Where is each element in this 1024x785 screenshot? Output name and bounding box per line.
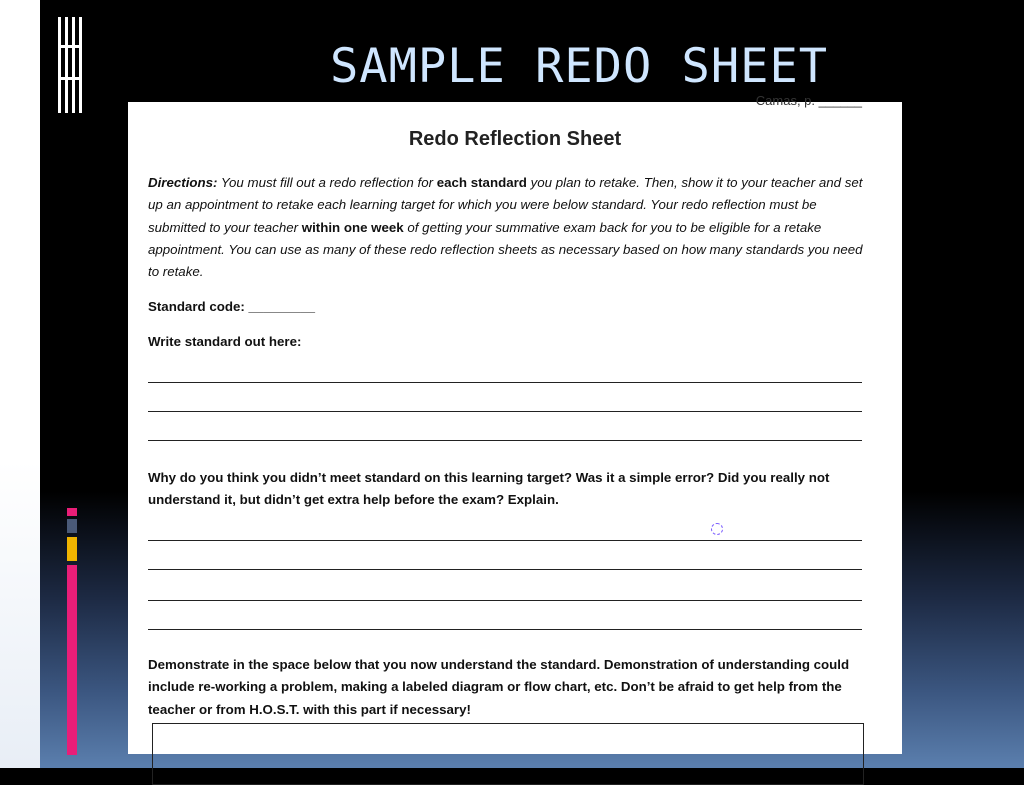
slide-title: SAMPLE REDO SHEET xyxy=(330,39,829,94)
sheet-title: Redo Reflection Sheet xyxy=(408,128,622,150)
writing-line xyxy=(148,411,862,412)
left-white-strip xyxy=(0,0,40,768)
directions-paragraph: Directions: You must fill out a redo reflection for each standard you plan to retake. Then, show it to your teacher and set up an appointment to retake each learning target for which you were below standard. Your redo reflection must be submitted to your teacher within one week of getting your summative exam back for you to be eligible for a retake appointment. You can use as many of these redo reflection sheets as necessary based on how many standards you need to retake. xyxy=(148,175,863,280)
writing-line xyxy=(148,569,862,570)
standard-code-label: Standard code: _________ xyxy=(148,299,316,314)
accent-bar-magenta-long xyxy=(67,565,77,755)
grid-decoration-icon xyxy=(58,17,82,113)
directions-label: Directions: xyxy=(148,175,218,190)
writing-line xyxy=(148,629,862,630)
each-standard-emphasis: each standard xyxy=(436,175,527,190)
demonstrate-instructions: Demonstrate in the space below that you now understand the standard. Demonstration of understanding could include re-working a problem, making a labeled diagram or flow chart, etc. Don’t be afraid to get help from the teacher or from H.O.S.T. with this part if necessary! xyxy=(148,657,850,717)
writing-line xyxy=(148,440,862,441)
writing-line xyxy=(148,382,862,383)
sheet-header-cut: Camas, p. ______ xyxy=(755,93,862,108)
accent-bar-yellow xyxy=(67,537,77,561)
accent-bar-gray xyxy=(67,519,77,533)
writing-line xyxy=(148,600,862,601)
accent-bar-magenta-small xyxy=(67,508,77,516)
writing-line xyxy=(148,540,862,541)
redo-sheet-image xyxy=(128,93,902,754)
demonstration-answer-box xyxy=(152,723,864,785)
within-week-emphasis: within one week xyxy=(301,219,404,235)
cursor-indicator-icon xyxy=(711,523,723,535)
write-standard-label: Write standard out here: xyxy=(148,334,302,349)
why-question: Why do you think you didn’t meet standard on this learning target? Was it a simple error? Did you really not understand it, but didn’t get extra help before the exam? Explain. xyxy=(148,470,830,508)
